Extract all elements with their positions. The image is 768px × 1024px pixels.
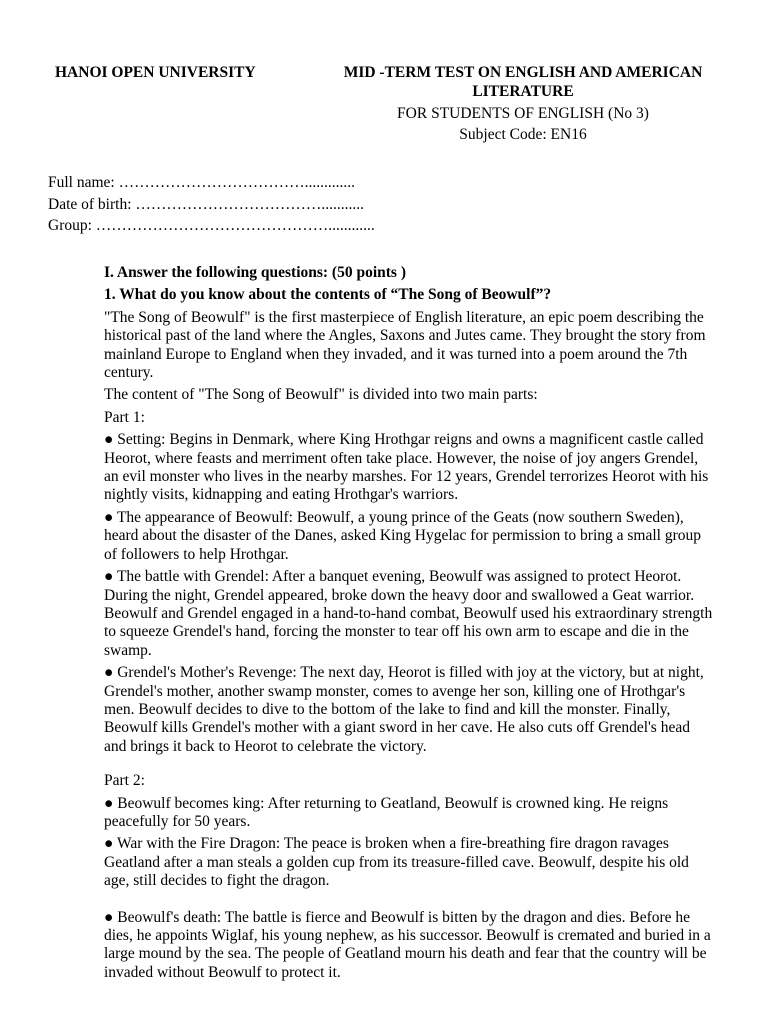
part1-label: Part 1: bbox=[104, 408, 145, 426]
question-title: 1. What do you know about the contents of “The Song of Beowulf”? bbox=[104, 286, 552, 304]
part2-label: Part 2: bbox=[104, 772, 145, 790]
full-name-field: Full name: ………………………………............. bbox=[48, 174, 355, 191]
section-heading: I. Answer the following questions: (50 points ) bbox=[104, 264, 407, 281]
test-title-line1: MID -TERM TEST ON ENGLISH AND AMERICAN bbox=[343, 64, 703, 81]
part1-appearance-item: ● The appearance of Beowulf: Beowulf, a young prince of the Geats (now southern Sweden), heard about the disaster of the Danes, asked King Hygelac for permission to bring a small group of followers to help Hrothgar. bbox=[104, 508, 702, 563]
question-section bbox=[104, 264, 716, 982]
part1-revenge-item: ● Grendel's Mother's Revenge: The next day, Heorot is filled with joy at the victory, but at night, Grendel's mother, another swamp monster, comes to avenge her son, killing one of Hrothgar's men. Beowulf decides to dive to the bottom of the lake to find and kill the monster. Finally, Beowulf kills Grendel's mother with a giant sword in her cave. He also cuts off Grendel's head and brings it back to Heorot to celebrate the victory. bbox=[104, 664, 704, 755]
part1-battle-item: ● The battle with Grendel: After a banquet evening, Beowulf was assigned to protect Heorot. During the night, Grendel appeared, broke down the heavy door and swallowed a Geat warrior. Beowulf and Grendel engaged in a hand-to-hand combat, Beowulf used his extraordinary strength to squeeze Grendel's hand, forcing the monster to tear off his own arm to escape and die in the swamp. bbox=[104, 568, 713, 659]
part2-death-item: ● Beowulf's death: The battle is fierce and Beowulf is bitten by the dragon and dies. Before he dies, he appoints Wiglaf, his young nephew, as his successor. Beowulf is cremated and buried in a large mound by the sea. The people of Geatland mourn his death and fear that the country will be invaded without Beowulf to protect it. bbox=[104, 908, 711, 981]
university-name: HANOI OPEN UNIVERSITY bbox=[55, 64, 256, 81]
part2-king-item: ● Beowulf becomes king: After returning to Geatland, Beowulf is crowned king. He reigns peacefully for 50 years. bbox=[104, 794, 669, 830]
part2-dragon-item: ● War with the Fire Dragon: The peace is broken when a fire-breathing fire dragon ravages Geatland after a man steals a golden cup from its treasure-filled cave. Beowulf, despite his old age, still decides to fight the dragon. bbox=[104, 835, 689, 890]
date-of-birth-field: Date of birth: ………………………………........... bbox=[48, 196, 365, 213]
test-title-line2: LITERATURE bbox=[472, 83, 574, 100]
content-intro-paragraph: The content of "The Song of Beowulf" is divided into two main parts: bbox=[104, 386, 538, 404]
intro-paragraph: "The Song of Beowulf" is the first masterpiece of English literature, an epic poem describing the historical past of the land where the Angles, Saxons and Jutes came. They brought the story from mainland Europe to England when they invaded, and it was turned into a poem around the 7th century. bbox=[104, 308, 706, 382]
subject-code: Subject Code: EN16 bbox=[459, 126, 587, 143]
part1-setting-item: ● Setting: Begins in Denmark, where King Hrothgar reigns and owns a magnificent castle called Heorot, where feasts and merriment often take place. However, the noise of joy angers Grendel, an evil monster who lives in the nearby marshes. For 12 years, Grendel terrorizes Heorot with his nightly visits, kidnapping and eating Hrothgar's warriors. bbox=[104, 431, 709, 504]
students-line: FOR STUDENTS OF ENGLISH (No 3) bbox=[397, 105, 649, 122]
group-field: Group: ………………………………………............ bbox=[48, 217, 375, 234]
